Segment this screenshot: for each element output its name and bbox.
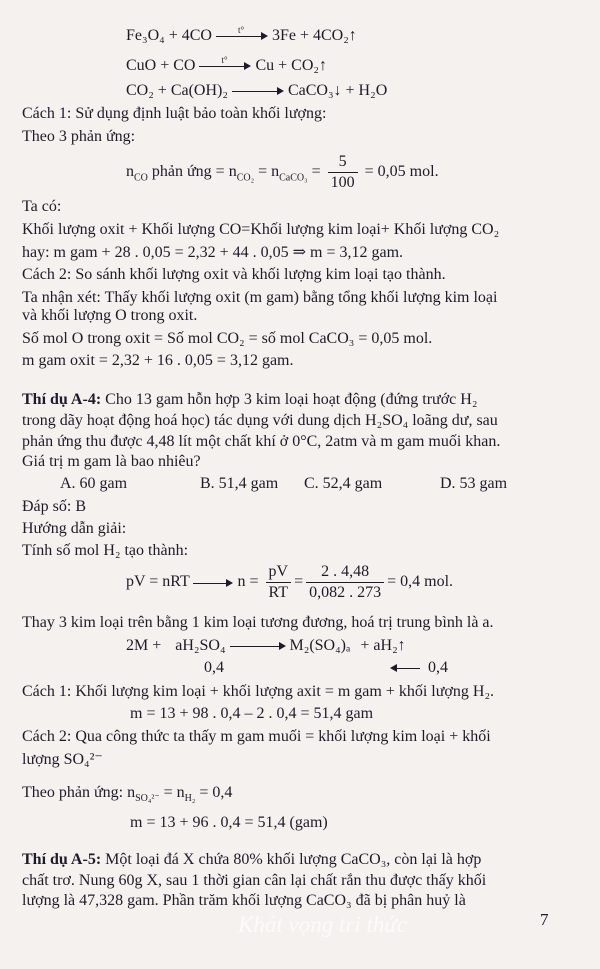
nco-sub: CO xyxy=(134,172,148,184)
option-c: C. 52,4 gam xyxy=(304,475,383,492)
example-a4-line-2: trong dãy hoạt động hoá học) tác dụng với dung dịch H₂SO₄ loãng dư, sau xyxy=(22,412,498,429)
pv-equation: pV = nRT n = $\frac{pV}{RT}$ = $\frac{2 . 4,48}{0,082 . 273}$ = 0,4 mol. xyxy=(126,563,454,601)
option-a: A. 60 gam xyxy=(60,475,128,492)
method1-a4-calc: m = 13 + 98 . 0,4 – 2 . 0,4 = 51,4 gam xyxy=(130,705,374,722)
reaction-3-rhs: CaCO₃↓ + H₂O xyxy=(287,82,388,99)
method2-a4-calc: m = 13 + 96 . 0,4 = 51,4 (gam) xyxy=(130,814,328,831)
page-number: 7 xyxy=(540,910,549,929)
example-a5-label: Thí dụ A-5: xyxy=(22,851,102,868)
salt-product: M₂(SO₄)ₐ xyxy=(289,637,351,654)
fraction-numerator: 5 xyxy=(328,152,358,173)
nco-result: = 0,05 mol. xyxy=(360,163,439,181)
hay-line: hay: m gam + 28 . 0,05 = 2,32 + 44 . 0,05 ⇒ m = 3,12 gam. xyxy=(22,244,404,261)
mol-h2-line xyxy=(390,658,448,678)
fraction-numerator: 2 . 4,48 xyxy=(306,562,384,583)
pv-lhs: pV = nRT xyxy=(126,573,190,591)
by-reaction-result: = 0,4 xyxy=(195,784,233,801)
answer: Đáp số: B xyxy=(22,498,86,515)
mol-o-line: Số mol O trong oxit = Số mol CO₂ = số mol CaCO₃ = 0,05 mol. xyxy=(22,330,433,347)
fraction xyxy=(328,152,358,193)
method1-intro: Cách 1: Sử dụng định luật bảo toàn khối lượng: xyxy=(22,105,327,122)
h2-sub: H₂ xyxy=(184,793,196,805)
metal-reaction xyxy=(126,636,406,656)
nco-tail: phản ứng = n xyxy=(147,163,237,181)
mol-h2: 0,4 xyxy=(428,659,448,676)
guide-heading: Hướng dẫn giải: xyxy=(22,520,127,537)
nco-eq: = xyxy=(307,163,325,181)
reaction-2-rhs: Cu + CO₂↑ xyxy=(255,57,327,74)
reaction-3 xyxy=(126,81,387,101)
example-a4-line-1 xyxy=(22,390,477,410)
reaction-1-lhs: Fe₃O₄ + 4CO xyxy=(126,27,212,44)
reaction-3-lhs: CO₂ + Ca(OH)₂ xyxy=(126,82,228,99)
mass-balance: Khối lượng oxit + Khối lượng CO=Khối lượng kim loại+ Khối lượng CO₂ xyxy=(22,221,500,238)
example-a5-line-1 xyxy=(22,850,481,870)
acid-reactant: aH₂SO₄ xyxy=(175,637,226,654)
pv-n: n = xyxy=(237,573,263,591)
heat-condition: t° xyxy=(237,25,245,36)
m-oxide-line: m gam oxit = 2,32 + 16 . 0,05 = 3,12 gam. xyxy=(22,352,294,369)
reaction-2-lhs: CuO + CO xyxy=(126,57,196,74)
method1-a4: Cách 1: Khối lượng kim loại + khối lượng axit = m gam + khối lượng H₂. xyxy=(22,683,495,700)
fraction-numerator: pV xyxy=(266,562,292,583)
observe-line-2: và khối lượng O trong oxit. xyxy=(22,307,198,324)
example-a4-text-1: Cho 13 gam hỗn hợp 3 kim loại hoạt động (đứng trước H₂ xyxy=(101,391,478,408)
example-a5-line-3: lượng là 47,328 gam. Phần trăm khối lượng CaCO₃ đã bị phân huỷ là xyxy=(22,892,466,909)
reaction-1 xyxy=(126,26,357,46)
nco-mid: = n xyxy=(254,163,280,181)
heat-condition: t° xyxy=(221,55,228,66)
method2-a4-line-1: Cách 2: Qua công thức ta thấy m gam muối = khối lượng kim loại + khối xyxy=(22,728,491,745)
fraction xyxy=(266,562,292,603)
reaction-2 xyxy=(126,56,327,76)
calc-h2: Tính số mol H₂ tạo thành: xyxy=(22,542,189,559)
replace-line: Thay 3 kim loại trên bằng 1 kim loại tương đương, hoá trị trung bình là a. xyxy=(22,614,494,631)
watermark: Khát vọng tri thức xyxy=(238,912,408,937)
fraction-denominator: 100 xyxy=(330,174,355,191)
ncaco3-sub: CaCO₃ xyxy=(279,172,308,184)
ta-co: Ta có: xyxy=(22,198,62,215)
nco-n: n xyxy=(126,163,134,181)
mol-acid: 0,4 xyxy=(204,659,224,676)
example-a4-line-3: phản ứng thu được 4,48 lít một chất khí ở 0°C, 2atm và m gam muối khan. xyxy=(22,433,501,450)
fraction-denominator: RT xyxy=(268,584,289,601)
nco-equation xyxy=(126,152,439,193)
reaction-1-rhs: 3Fe + 4CO₂↑ xyxy=(271,27,357,44)
by-reaction-line xyxy=(22,783,232,803)
observe-line-1: Ta nhận xét: Thấy khối lượng oxit (m gam) bằng tổng khối lượng kim loại xyxy=(22,289,498,306)
metal-reactant: 2M + xyxy=(126,637,162,654)
example-a4-label: Thí dụ A-4: xyxy=(22,391,102,408)
option-d: D. 53 gam xyxy=(440,475,508,492)
example-a4-line-4: Giá trị m gam là bao nhiêu? xyxy=(22,453,201,470)
fraction xyxy=(306,562,384,603)
by-reaction-label: Theo phản ứng: n xyxy=(22,784,136,801)
method2-a4-line-2: lượng SO₄²⁻ xyxy=(22,751,103,768)
so4-sub: SO₄²⁻ xyxy=(135,793,160,805)
h2-product: + aH₂↑ xyxy=(360,637,406,654)
example-a5-text-1: Một loại đá X chứa 80% khối lượng CaCO₃, còn lại là hợp xyxy=(101,851,482,868)
nco2-sub: CO₂ xyxy=(236,172,255,184)
method2-intro: Cách 2: So sánh khối lượng oxit và khối lượng kim loại tạo thành. xyxy=(22,266,446,283)
pv-result: = 0,4 mol. xyxy=(387,573,454,591)
option-b: B. 51,4 gam xyxy=(200,475,279,492)
fraction-denominator: 0,082 . 273 xyxy=(309,584,382,601)
by-3-reactions: Theo 3 phản ứng: xyxy=(22,128,136,145)
example-a5-line-2: chất trơ. Nung 60g X, sau 1 thời gian cân lại chất rắn thu được thấy khối xyxy=(22,872,487,889)
by-reaction-mid: = n xyxy=(159,784,185,801)
